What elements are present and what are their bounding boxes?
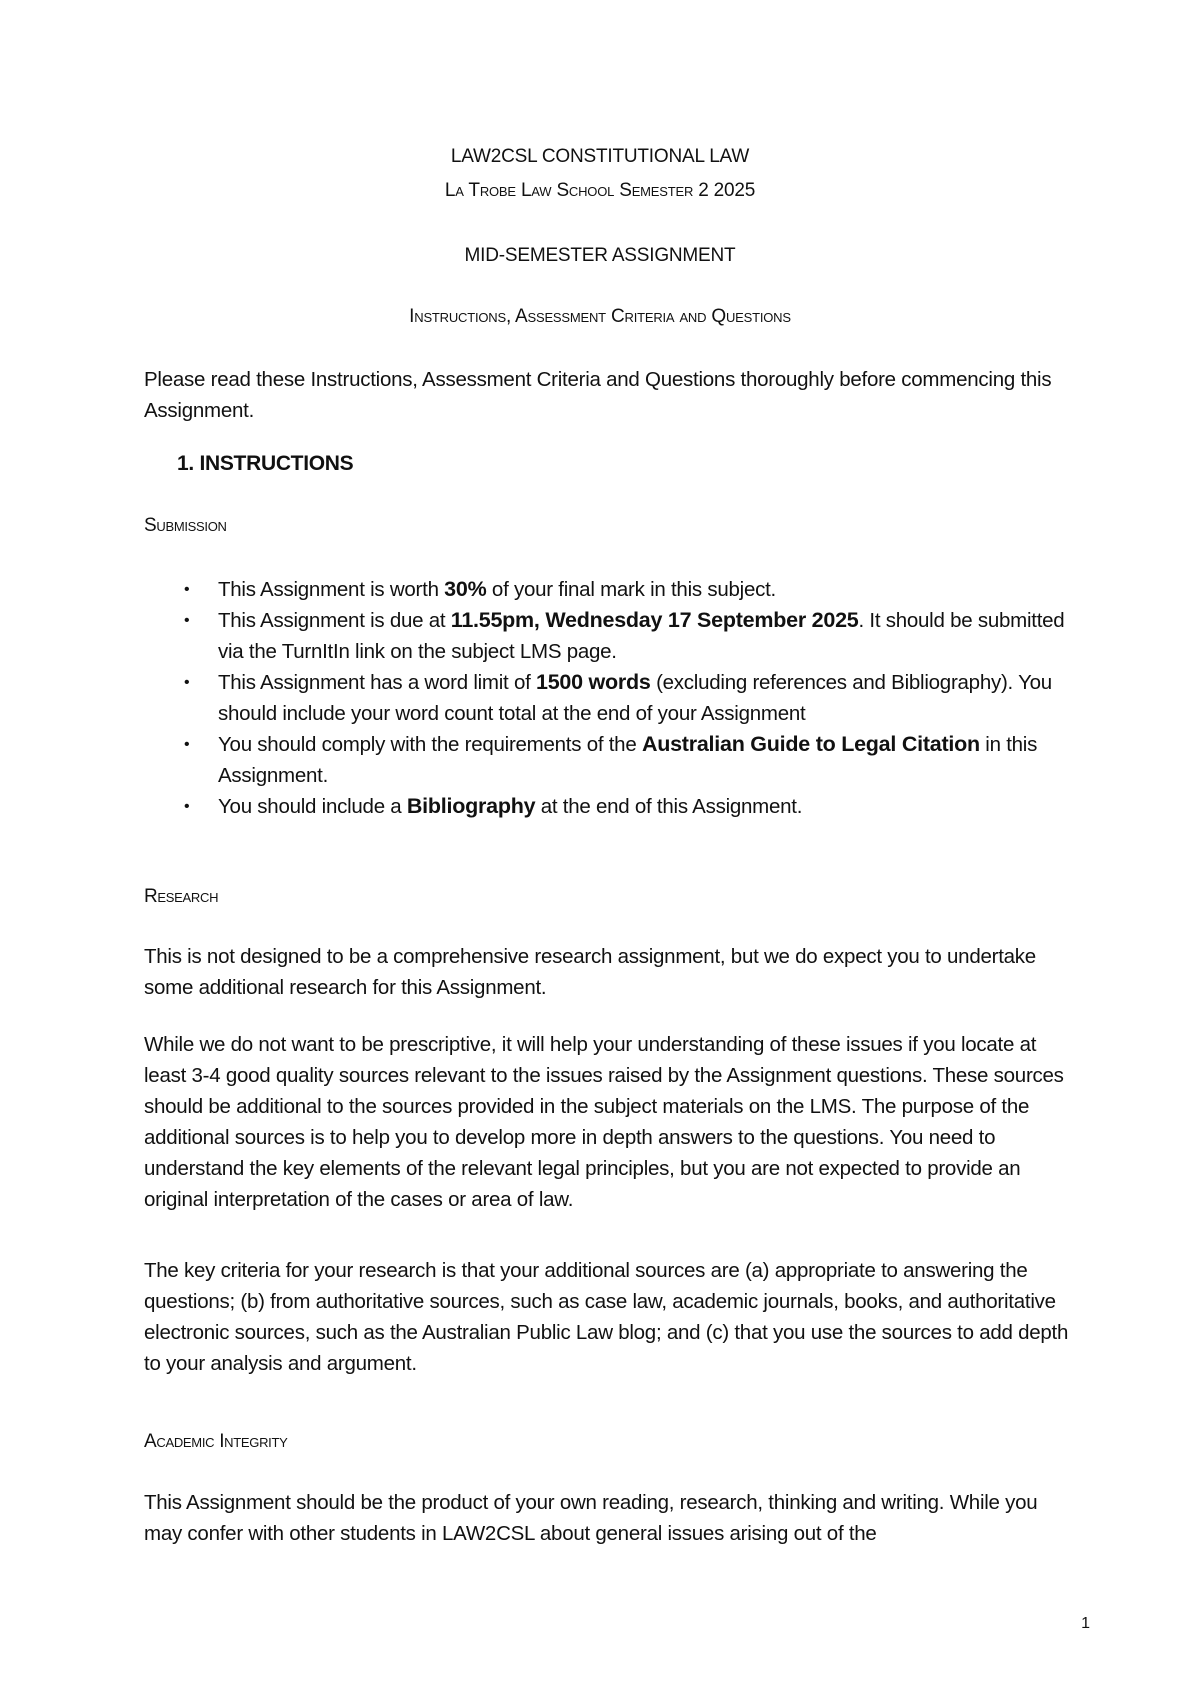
bullet-icon: • <box>184 581 190 598</box>
list-item: • You should include a Bibliography at the end of this Assignment. <box>144 791 1074 822</box>
list-item: • This Assignment has a word limit of 1500 words (excluding references and Bibliography). You should include your word count total at the end of your Assignment <box>144 667 1074 729</box>
assignment-title: MID-SEMESTER ASSIGNMENT <box>464 245 736 266</box>
bullet-icon: • <box>184 612 190 629</box>
research-paragraph-1: This is not designed to be a comprehensive research assignment, but we do expect you to undertake some additional research for this Assignment. <box>144 945 1036 999</box>
subheading-research: Research <box>144 886 219 907</box>
subheading-submission: Submission <box>144 515 227 536</box>
document-subtitle: Instructions, Assessment Criteria and Questions <box>409 306 791 327</box>
page-number: 1 <box>1081 1615 1090 1632</box>
bullet-icon: • <box>184 674 190 691</box>
bullet-icon: • <box>184 736 190 753</box>
section-heading-instructions: 1. INSTRUCTIONS <box>177 452 354 475</box>
submission-bullet-list <box>144 574 1074 822</box>
subheading-academic-integrity: Academic Integrity <box>144 1431 288 1452</box>
intro-paragraph: Please read these Instructions, Assessment Criteria and Questions thoroughly before commencing this Assignment. <box>144 368 1052 422</box>
academic-integrity-paragraph: This Assignment should be the product of your own reading, research, thinking and writing. While you may confer with other students in LAW2CSL about general issues arising out of the <box>144 1491 1038 1545</box>
list-item: • This Assignment is worth 30% of your final mark in this subject. <box>144 574 1074 605</box>
course-title: LAW2CSL CONSTITUTIONAL LAW <box>450 146 750 167</box>
list-item: • You should comply with the requirements of the Australian Guide to Legal Citation in this Assignment. <box>144 729 1074 791</box>
bullet-icon: • <box>184 798 190 815</box>
list-item: • This Assignment is due at 11.55pm, Wednesday 17 September 2025. It should be submitted via the TurnItIn link on the subject LMS page. <box>144 605 1074 667</box>
research-paragraph-3: The key criteria for your research is that your additional sources are (a) appropriate to answering the questions; (b) from authoritative sources, such as case law, academic journals, books, and authoritative electronic sources, such as the Australian Public Law blog; and (c) that you use the sources to add depth to your analysis and argument. <box>144 1259 1069 1375</box>
school-line: La Trobe Law School Semester 2 2025 <box>444 180 756 201</box>
research-paragraph-2: While we do not want to be prescriptive, it will help your understanding of these issues if you locate at least 3-4 good quality sources relevant to the issues raised by the Assignment questions. These sources should be additional to the sources provided in the subject materials on the LMS. The purpose of the additional sources is to help you to develop more in depth answers to the questions. You need to understand the key elements of the relevant legal principles, but you are not expected to provide an original interpretation of the cases or area of law. <box>144 1033 1064 1211</box>
